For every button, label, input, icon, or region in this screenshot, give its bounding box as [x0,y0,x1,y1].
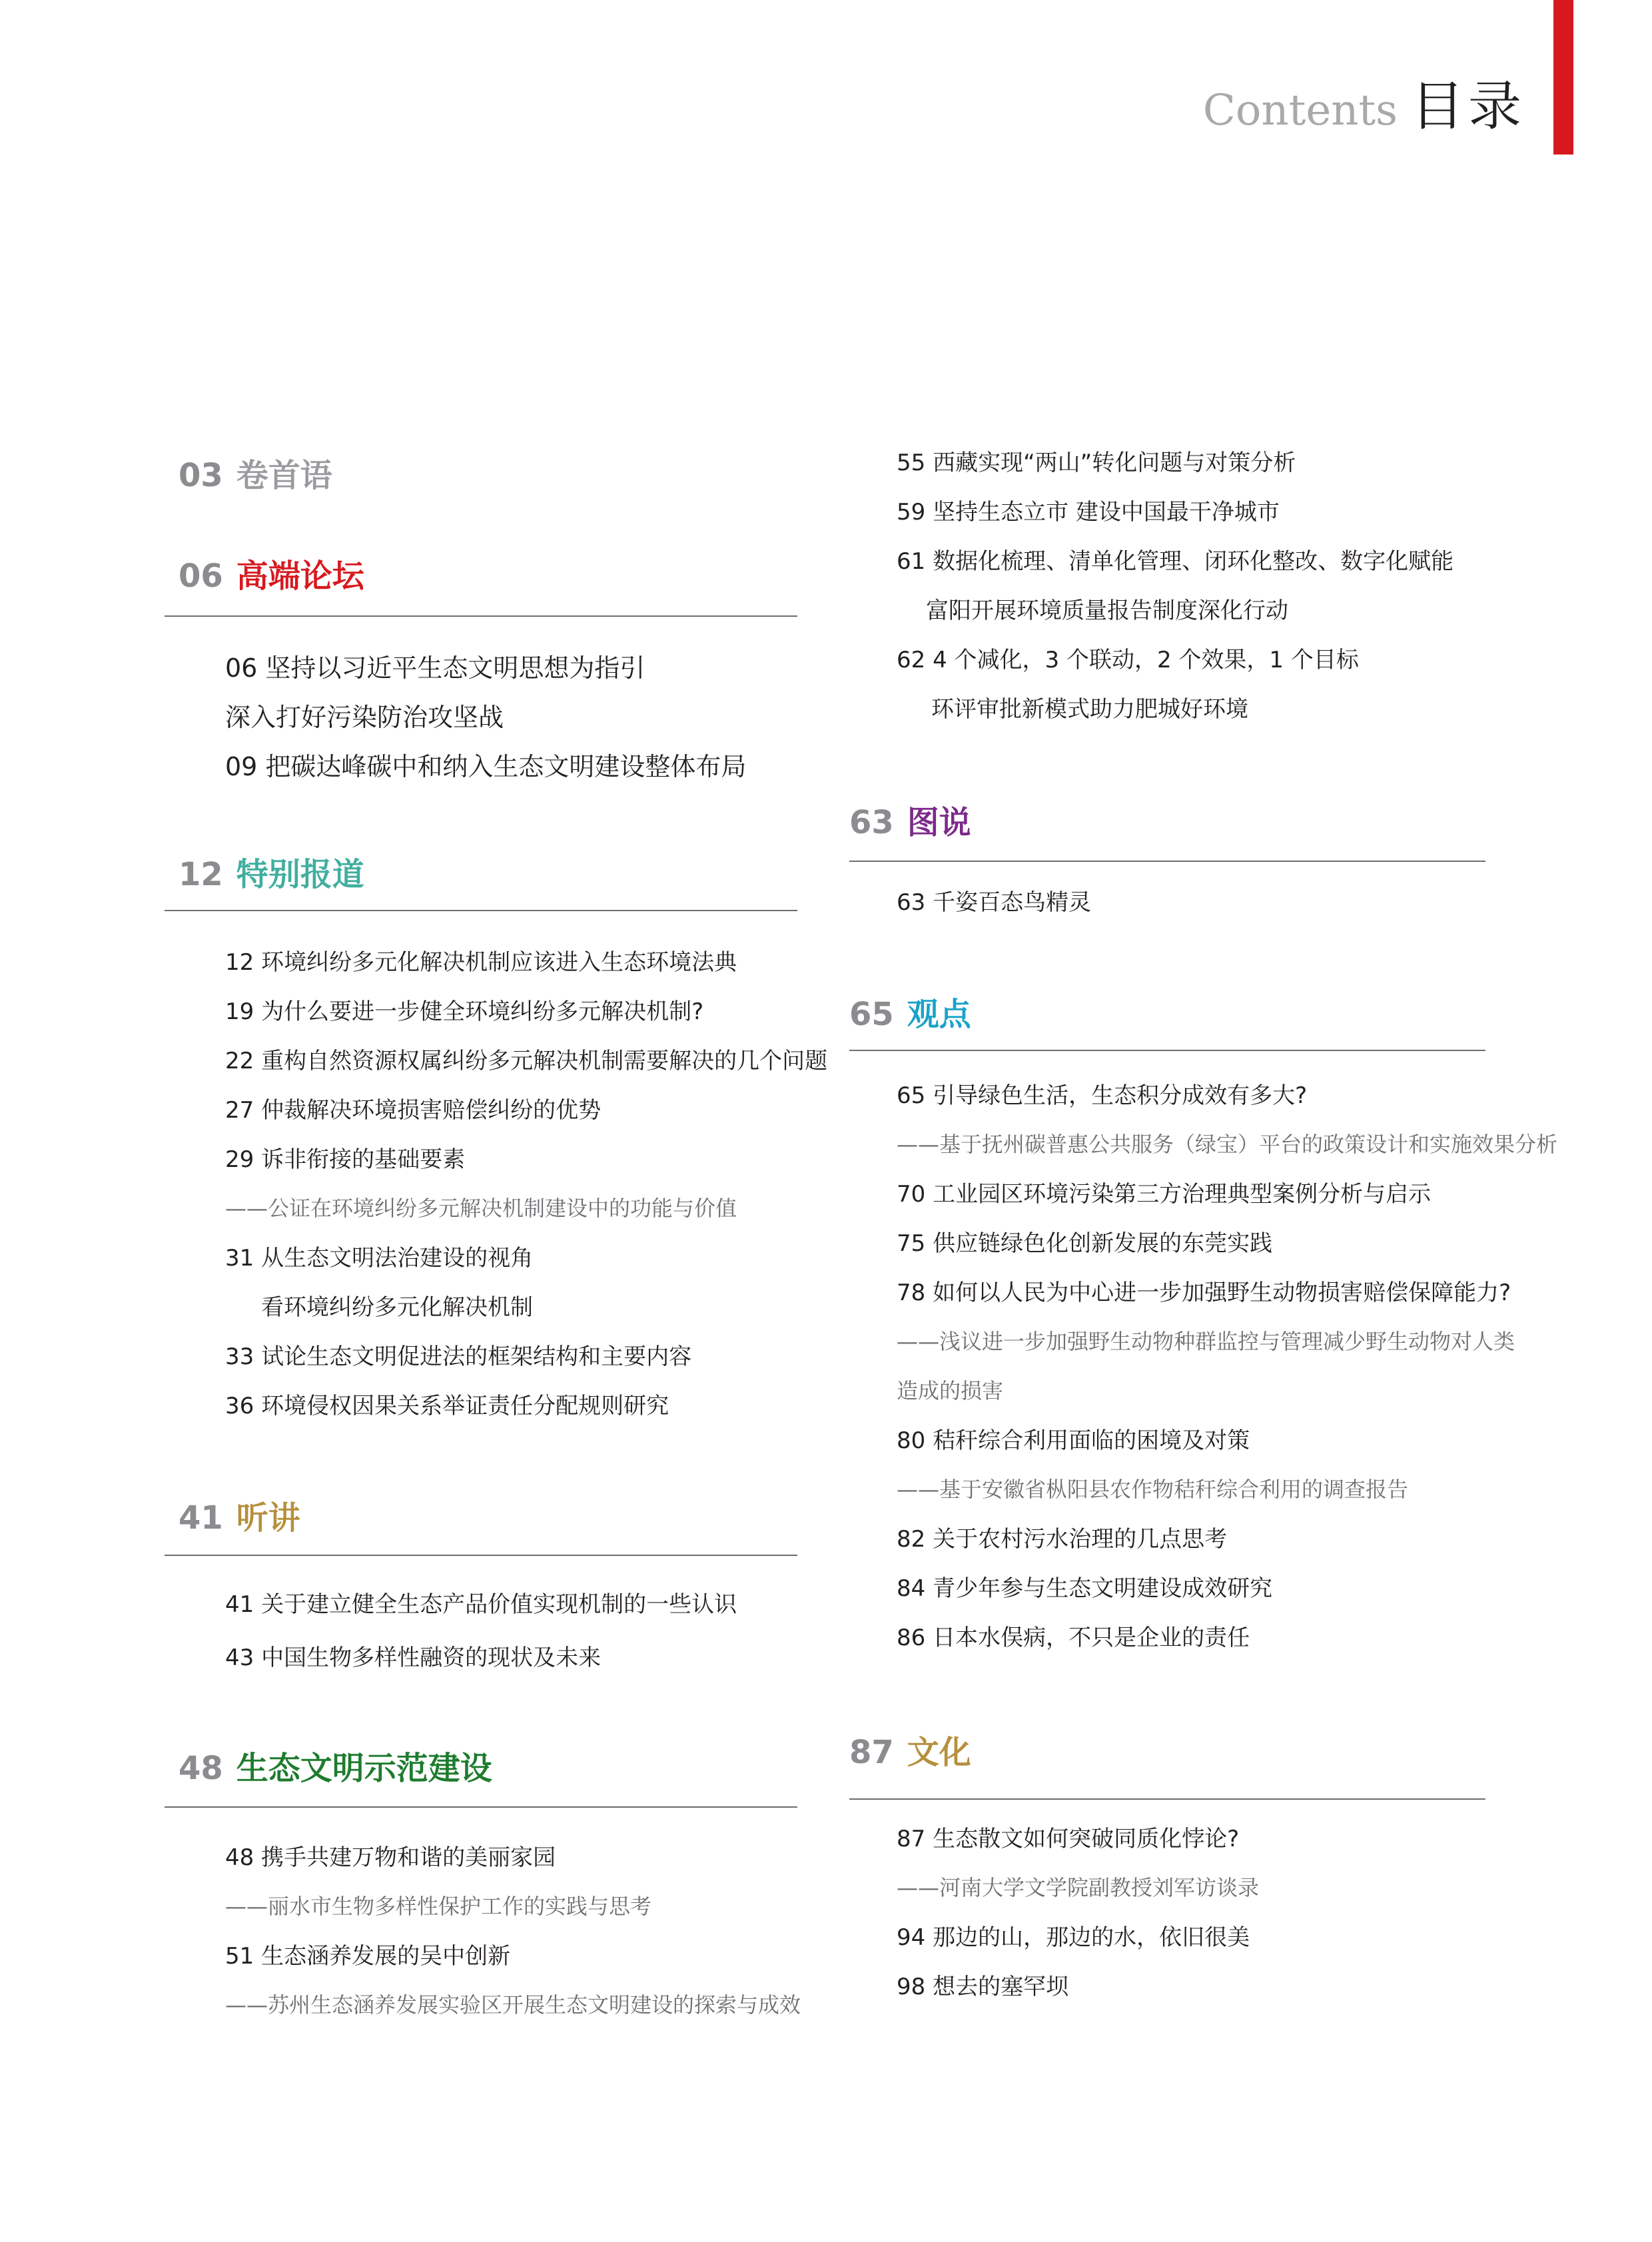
toc-subtitle-continued: 造成的损害 [897,1378,1004,1403]
divider [165,1555,797,1556]
section-title: 卷首语 [236,457,332,494]
toc-entry[interactable]: 80 秸秆综合利用面临的困境及对策 [897,1427,1250,1454]
section-number: 48 [179,1750,223,1787]
section-number: 06 [179,558,223,595]
section-title: 特别报道 [236,856,364,893]
toc-entry[interactable]: 深入打好污染防治攻坚战 [225,703,504,732]
toc-entry[interactable]: 09 把碳达峰碳中和纳入生态文明建设整体布局 [225,752,747,781]
divider [165,1806,797,1808]
toc-entry[interactable]: 65 引导绿色生活，生态积分成效有多大? [897,1082,1308,1109]
toc-entry[interactable]: 59 坚持生态立市 建设中国最干净城市 [897,499,1280,526]
contents-zh: 目录 [1411,75,1525,137]
toc-subtitle: ——苏州生态涵养发展实验区开展生态文明建设的探索与成效 [225,1992,801,2018]
toc-entry[interactable]: 22 重构自然资源权属纠纷多元解决机制需要解决的几个问题 [225,1048,828,1074]
toc-entry[interactable]: 75 供应链绿色化创新发展的东莞实践 [897,1230,1273,1257]
section-pictures[interactable] [849,797,971,843]
toc-subtitle: ——基于安徽省枞阳县农作物秸秆综合利用的调查报告 [897,1477,1409,1502]
section-number: 65 [849,996,894,1033]
toc-entry[interactable]: 41 关于建立健全生态产品价值实现机制的一些认识 [225,1591,737,1618]
toc-entry[interactable]: 19 为什么要进一步健全环境纠纷多元解决机制? [225,998,704,1025]
section-title: 文化 [907,1734,971,1771]
toc-entry[interactable]: 27 仲裁解决环境损害赔偿纠纷的优势 [225,1097,602,1124]
toc-entry[interactable]: 31 从生态文明法治建设的视角 [225,1245,534,1272]
section-title: 图说 [907,804,971,841]
divider [165,910,797,911]
toc-entry[interactable]: 51 生态涵养发展的吴中创新 [225,1943,511,1970]
section-number: 12 [179,856,223,893]
section-culture[interactable] [849,1726,971,1772]
toc-entry[interactable]: 63 千姿百态鸟精灵 [897,889,1092,916]
section-forum[interactable] [179,550,364,596]
section-eco-demo[interactable] [179,1742,492,1788]
toc-entry[interactable]: 33 试论生态文明促进法的框架结构和主要内容 [225,1343,692,1370]
section-number: 63 [849,804,894,841]
toc-subtitle: ——丽水市生物多样性保护工作的实践与思考 [225,1894,652,1919]
toc-entry[interactable]: 29 诉非衔接的基础要素 [225,1146,466,1173]
toc-entry[interactable]: 94 那边的山，那边的水，依旧很美 [897,1924,1250,1951]
toc-subtitle: ——基于抚州碳普惠公共服务（绿宝）平台的政策设计和实施效果分析 [897,1132,1558,1157]
toc-entry[interactable]: 78 如何以人民为中心进一步加强野生动物损害赔偿保障能力? [897,1280,1511,1306]
toc-entry[interactable]: 12 环境纠纷多元化解决机制应该进入生态环境法典 [225,949,737,976]
section-lecture[interactable] [179,1492,300,1538]
section-special-report[interactable] [179,849,364,895]
section-preface[interactable] [179,450,332,496]
divider [849,1050,1485,1051]
toc-entry[interactable]: 61 数据化梳理、清单化管理、闭环化整改、数字化赋能 [897,548,1454,575]
toc-entry[interactable]: 84 青少年参与生态文明建设成效研究 [897,1575,1273,1602]
toc-subtitle: ——公证在环境纠纷多元解决机制建设中的功能与价值 [225,1196,737,1221]
divider [849,1798,1485,1800]
divider [165,615,797,617]
toc-entry[interactable]: 98 想去的塞罕坝 [897,1974,1069,2000]
section-opinion[interactable] [849,988,971,1034]
toc-entry[interactable]: 43 中国生物多样性融资的现状及未来 [225,1645,602,1671]
toc-subtitle: ——浅议进一步加强野生动物种群监控与管理减少野生动物对人类 [897,1329,1515,1354]
red-edge-bar [1553,0,1573,155]
section-title: 生态文明示范建设 [236,1750,492,1787]
toc-entry[interactable]: 82 关于农村污水治理的几点思考 [897,1526,1228,1553]
toc-entry[interactable]: 55 西藏实现“两山”转化问题与对策分析 [897,450,1296,476]
toc-entry-continued[interactable]: 富阳开展环境质量报告制度深化行动 [926,597,1288,624]
toc-entry[interactable]: 62 4 个减化，3 个联动，2 个效果，1 个目标 [897,647,1359,673]
toc-entry[interactable]: 36 环境侵权因果关系举证责任分配规则研究 [225,1393,669,1419]
section-number: 03 [179,457,223,494]
toc-entry-continued[interactable]: 看环境纠纷多元化解决机制 [261,1294,533,1321]
toc-entry[interactable]: 06 坚持以习近平生态文明思想为指引 [225,653,645,683]
section-title: 高端论坛 [236,558,364,595]
divider [849,861,1485,862]
section-title: 听讲 [236,1499,300,1537]
toc-entry[interactable]: 70 工业园区环境污染第三方治理典型案例分析与启示 [897,1181,1432,1208]
toc-entry-continued[interactable]: 环评审批新模式助力肥城好环境 [931,696,1248,723]
toc-entry[interactable]: 87 生态散文如何突破同质化悖论? [897,1826,1240,1852]
toc-entry[interactable]: 86 日本水俣病，不只是企业的责任 [897,1625,1250,1651]
contents-header [1203,63,1525,140]
section-number: 41 [179,1499,223,1537]
section-title: 观点 [907,996,971,1033]
contents-en: Contents [1202,86,1398,135]
toc-entry[interactable]: 48 携手共建万物和谐的美丽家园 [225,1844,556,1871]
section-number: 87 [849,1734,894,1771]
toc-subtitle: ——河南大学文学院副教授刘军访谈录 [897,1875,1260,1900]
